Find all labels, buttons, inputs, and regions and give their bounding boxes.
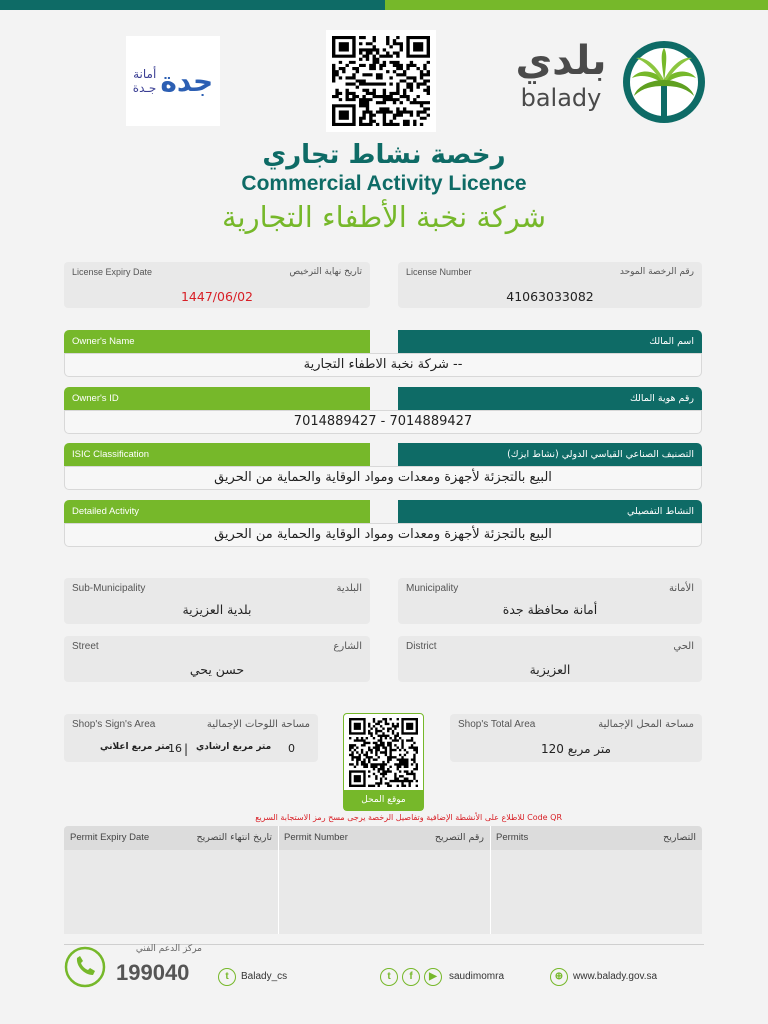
shop-location-qr[interactable]: [343, 713, 424, 811]
owner-name-label-en: Owner's Name: [64, 330, 370, 353]
top-bar-green: [385, 0, 768, 10]
jeddah-logo-text: أمانة جـدة: [132, 67, 157, 95]
sign-area-guide-value: 0: [288, 742, 295, 755]
total-area-value: 120 متر مربع: [541, 742, 611, 756]
sign-area-separator: |: [184, 742, 189, 756]
shop-location-label: موقع المحل: [344, 790, 423, 810]
top-bar-teal: [0, 0, 385, 10]
total-area-field: Shop's Total Area مساحة المحل الإجمالية 120 متر مربع: [450, 714, 702, 762]
qr-instruction-note: للاطلاع على الأنشطة الإضافية وتفاصيل الرخصة يرجى مسح رمز الاستجابة السريع Code QR: [255, 813, 562, 822]
website-link[interactable]: www.balady.gov.sa: [573, 971, 658, 982]
sign-area-value: [64, 742, 318, 758]
sign-area-ad-unit: متر مربع اعلاني: [100, 742, 171, 752]
social-handle[interactable]: saudimomra: [449, 971, 505, 982]
twitter-icon[interactable]: t: [218, 968, 236, 986]
permits-header: Permits التصاريح: [496, 832, 696, 843]
balady-logo-arabic: بلدي: [515, 38, 607, 84]
district-value: العزيزية: [529, 662, 571, 677]
license-expiry-field: License Expiry Date تاريخ نهاية الترخيص 1447/06/02: [64, 262, 370, 308]
jeddah-municipality-logo: [126, 36, 220, 126]
owner-name-value: شركة نخبة الاطفاء التجارية --: [64, 353, 702, 377]
owner-id-label-en: Owner's ID: [64, 387, 370, 410]
balady-logo-english: balady: [520, 84, 602, 112]
title-english: Commercial Activity Licence: [241, 172, 527, 195]
business-name: شركة نخبة الأطفاء التجارية: [221, 200, 547, 234]
permits-column-divider: [278, 826, 279, 934]
isic-value: البيع بالتجزئة لأجهزة ومعدات ومواد الوقاية والحماية من الحريق: [64, 466, 702, 490]
owner-id-label-ar: رقم هوية المالك: [398, 387, 702, 410]
permits-table-header: [64, 826, 702, 850]
sign-area-ad-value: 16: [168, 742, 182, 755]
license-number-value: 41063033082: [506, 289, 594, 304]
municipality-value: أمانة محافظة جدة: [502, 602, 598, 617]
facebook-icon[interactable]: f: [402, 968, 420, 986]
license-qr-code: [326, 30, 436, 132]
permits-table-body: [64, 850, 702, 934]
permits-column-divider: [490, 826, 491, 934]
support-number[interactable]: 199040: [116, 960, 190, 985]
title-arabic: رخصة نشاط تجاري: [262, 140, 506, 170]
permit-number-header: Permit Number رقم التصريح: [284, 832, 484, 843]
owner-name-label-ar: اسم المالك: [398, 330, 702, 353]
youtube-icon[interactable]: ▶: [424, 968, 442, 986]
phone-icon: [64, 946, 106, 988]
palm-tree-icon: [622, 40, 706, 124]
municipality-field: Municipality الأمانة أمانة محافظة جدة: [398, 578, 702, 624]
street-value: حسن يحي: [189, 662, 245, 677]
street-field: Street الشارع حسن يحي: [64, 636, 370, 682]
detailed-activity-label-en: Detailed Activity: [64, 500, 370, 523]
balady-logo: [506, 38, 706, 126]
sign-area-field: Shop's Sign's Area مساحة اللوحات الإجمالية متر مربع اعلاني 16 | متر مربع ارشادي 0: [64, 714, 318, 762]
owner-id-value: 7014889427 - 7014889427: [64, 410, 702, 434]
detailed-activity-value: البيع بالتجزئة لأجهزة ومعدات ومواد الوقاية والحماية من الحريق: [64, 523, 702, 547]
twitter-handle[interactable]: Balady_cs: [241, 971, 288, 982]
qr-code-icon: [349, 718, 418, 787]
qr-code-icon: [332, 36, 430, 126]
detailed-activity-label-ar: النشاط التفصيلي: [398, 500, 702, 523]
district-field: District الحي العزيزية: [398, 636, 702, 682]
license-number-field: License Number رقم الرخصة الموحد 41063033082: [398, 262, 702, 308]
globe-icon[interactable]: ⊕: [550, 968, 568, 986]
license-expiry-value: 1447/06/02: [180, 289, 254, 304]
permit-expiry-header: Permit Expiry Date تاريخ انتهاء التصريح: [70, 832, 272, 843]
support-center-label: مركز الدعم الفني: [135, 944, 202, 954]
isic-label-ar: التصنيف الصناعي القياسي الدولي (نشاط ايزك): [398, 443, 702, 466]
sub-municipality-field: Sub-Municipality البلدية بلدية العزيزية: [64, 578, 370, 624]
jeddah-logo-mark: جدة: [160, 64, 214, 98]
twitter-icon[interactable]: t: [380, 968, 398, 986]
sign-area-guide-unit: متر مربع ارشادي: [196, 742, 272, 752]
isic-label-en: ISIC Classification: [64, 443, 370, 466]
sub-municipality-value: بلدية العزيزية: [182, 602, 252, 617]
